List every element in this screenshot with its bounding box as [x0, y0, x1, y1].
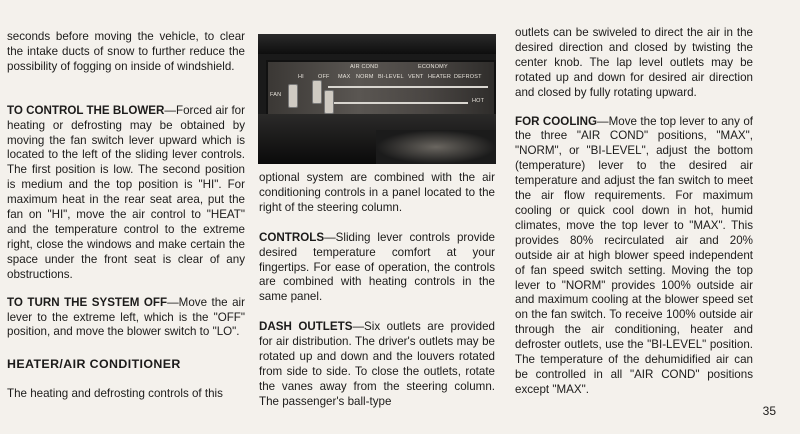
off-heading: TO TURN THE SYSTEM OFF [7, 295, 168, 309]
off-paragraph [7, 296, 245, 341]
controls-paragraph [259, 231, 495, 306]
page-number: 35 [762, 404, 776, 418]
dash-heading: DASH OUTLETS [259, 320, 353, 334]
label-hi: HI [298, 74, 304, 80]
blower-paragraph [7, 104, 245, 283]
cooling-text: —Move the top lever to any of the three "AIR COND" positions, "MAX", "NORM", or "BI-LEVEL", adjust the bottom (temperature) lever to the desired air temperature and adjust the fan switch to meet the air flow requirements. For maximum cooling or quick cool down in hot, humid climates, move the top lever to "MAX". This provides 80% recirculated air and 20% outside air at high blower speed independent of fan speed switch setting. Moving the top lever to "NORM" provides 100% outside air and maximum cooling at the blower speed set on the fan switch. To receive 100% outside air through the air conditioning, heater and defroster outlets, use the "BI-LEVEL" position. The temperature of the dehumidified air can be controlled in all "AIR COND" positions except "MAX". [515, 114, 753, 396]
dash-paragraph [259, 320, 495, 409]
label-max: MAX [338, 74, 351, 80]
off-text: —Move the air lever to the extreme left, which is the "OFF" position, and move the blower switch to "LO". [7, 295, 245, 339]
blower-text: —Forced air for heating or defrosting may be obtained by moving the fan switch lever upward which is located to the left of the sliding lever controls. The first position is low. The second position is medium and the top position is "HI". For maximum heat in the rear seat area, put the fan on "HI", move the air control to "HEAT" and the temperature control to the extreme right, close the windows and make certain the space under the front seat is clear of any obstructions. [7, 103, 245, 281]
dash-text: —Six outlets are provided for air distribution. The driver's outlets may be rotated up and down and the louvers rotated from side to side. To close the outlets, rotate the vanes away from the steering column. The passenger's ball-type [259, 320, 495, 408]
heater-paragraph: The heating and defrosting controls of this [7, 387, 223, 401]
section-title: HEATER/AIR CONDITIONER [7, 357, 181, 372]
label-norm: NORM [356, 74, 374, 80]
controls-heading: CONTROLS [259, 230, 325, 244]
label-economy: ECONOMY [418, 64, 448, 70]
cooling-heading: FOR COOLING [515, 114, 598, 128]
blower-heading: TO CONTROL THE BLOWER [7, 103, 165, 117]
label-off: OFF [318, 74, 330, 80]
label-air-cond: AIR COND [350, 64, 379, 70]
cooling-paragraph [515, 115, 753, 398]
column-middle [259, 0, 495, 410]
column-left [7, 0, 245, 402]
label-bilevel: BI-LEVEL [378, 74, 404, 80]
label-vent: VENT [408, 74, 424, 80]
controls-text: —Sliding lever controls provide desired temperature comfort at your fingertips. For ease of operation, the controls are combined with heating controls in the same panel. [259, 230, 495, 304]
label-fan: FAN [270, 92, 282, 98]
column-right [515, 0, 753, 398]
optional-paragraph: optional system are combined with the air conditioning controls in a panel located to the right of the steering column. [259, 171, 495, 214]
outlets-paragraph: outlets can be swiveled to direct the air in the desired direction and closed by twisting the center knob. The lap level outlets may be rotated up and down for desired air direction and closed by fully rotating upward. [515, 26, 753, 99]
label-hot: HOT [472, 98, 485, 104]
label-heater: HEATER [428, 74, 452, 80]
label-defrost: DEFROST [454, 74, 482, 80]
intro-paragraph: seconds before moving the vehicle, to clear the intake ducts of snow to further reduce the possibility of fogging on inside of windshield. [7, 30, 245, 73]
